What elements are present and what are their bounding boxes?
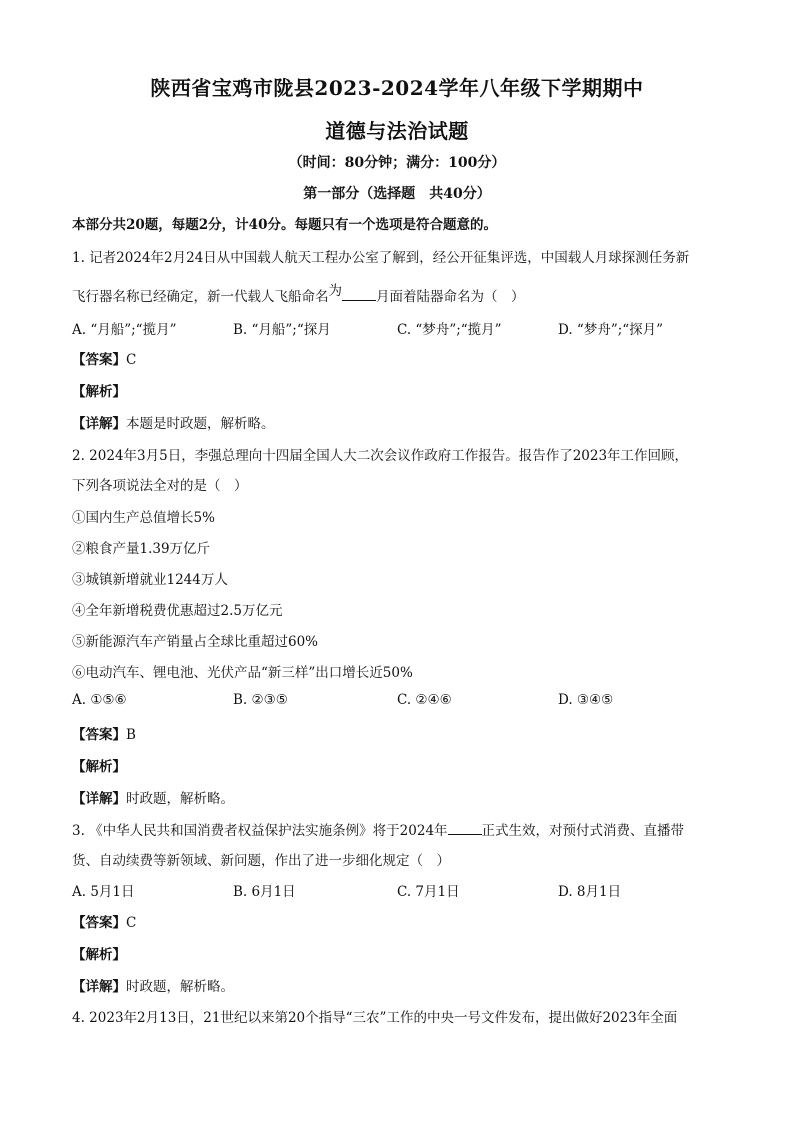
q2-item-5: ⑤新能源汽车产销量占全球比重超过60% bbox=[72, 634, 319, 650]
q1-option-d: D. “梦舟”;“探月” bbox=[558, 322, 664, 338]
q3-option-b: B. 6月1日 bbox=[233, 884, 296, 900]
q3-answer bbox=[72, 911, 722, 931]
q1-option-b: B. “月船”;“探月 bbox=[233, 322, 331, 338]
q2-option-c: C. ②④⑥ bbox=[397, 692, 452, 708]
q1-answer-tag: 【答案】 bbox=[72, 352, 126, 368]
q2-option-a: A. ①⑤⑥ bbox=[72, 692, 127, 708]
instructions: 本部分共20题，每题2分，计40分。每题只有一个选项是符合题意的。 bbox=[72, 217, 497, 233]
q2-option-d: D. ③④⑤ bbox=[558, 692, 614, 708]
q3-option-a: A. 5月1日 bbox=[72, 884, 135, 900]
q1-stem-part-b: 为 bbox=[328, 283, 342, 299]
q2-answer-tag: 【答案】 bbox=[72, 727, 126, 743]
q1-detail-text: 本题是时政题，解析略。 bbox=[126, 416, 275, 432]
q3-detail-tag: 【详解】 bbox=[72, 979, 126, 995]
q3-blank bbox=[448, 822, 482, 835]
exam-title-line2: 道德与法治试题 bbox=[325, 119, 469, 143]
exam-title-line1: 陕西省宝鸡市陇县2023-2024学年八年级下学期期中 bbox=[150, 76, 644, 100]
q1-blank bbox=[342, 288, 376, 301]
q2-detail-text: 时政题，解析略。 bbox=[126, 791, 234, 807]
q3-answer-value: C bbox=[126, 915, 137, 931]
q1-analysis: 【解析】 bbox=[72, 384, 126, 400]
q1-stem-part-c: 月面着陆器命名为（ ） bbox=[376, 289, 525, 305]
q2-item-4: ④全年新增税费优惠超过2.5万亿元 bbox=[72, 603, 283, 619]
q2-detail-tag: 【详解】 bbox=[72, 791, 126, 807]
q1-option-a: A. “月船”;“揽月” bbox=[72, 322, 177, 338]
q2-analysis: 【解析】 bbox=[72, 759, 126, 775]
q1-option-c: C. “梦舟”;“揽月” bbox=[397, 322, 502, 338]
q1-answer-value: C bbox=[126, 352, 137, 368]
q3-detail bbox=[72, 975, 722, 995]
q3-stem-line2: 货、自动续费等新领域、新问题，作出了进一步细化规定（ ） bbox=[72, 853, 450, 869]
q2-item-2: ②粮食产量1.39万亿斤 bbox=[72, 541, 211, 557]
q2-stem-line1: 2. 2024年3月5日，李强总理向十四届全国人大二次会议作政府工作报告。报告作了2023年工作回顾， bbox=[72, 448, 689, 464]
q1-answer bbox=[72, 348, 722, 368]
q1-stem-part-a: 飞行器名称已经确定，新一代载人飞船命名 bbox=[72, 289, 329, 305]
q3-stem-part-b: 正式生效，对预付式消费、直播带 bbox=[481, 823, 685, 839]
q3-detail-text: 时政题，解析略。 bbox=[126, 979, 234, 995]
q2-item-3: ③城镇新增就业1244万人 bbox=[72, 572, 228, 588]
q3-answer-tag: 【答案】 bbox=[72, 915, 126, 931]
q2-detail bbox=[72, 787, 722, 807]
q1-detail bbox=[72, 412, 722, 432]
q2-option-b: B. ②③⑤ bbox=[233, 692, 288, 708]
q3-option-c: C. 7月1日 bbox=[397, 884, 460, 900]
q1-stem-line2 bbox=[72, 285, 722, 305]
q3-stem-part-a: 3. 《中华人民共和国消费者权益保护法实施条例》将于2024年 bbox=[72, 823, 448, 839]
time-score-info: （时间：80分钟；满分：100分） bbox=[288, 155, 506, 171]
q3-option-d: D. 8月1日 bbox=[558, 884, 622, 900]
q2-item-1: ①国内生产总值增长5% bbox=[72, 510, 215, 526]
q4-stem-line1: 4. 2023年2月13日，21世纪以来第20个指导“三农”工作的中央一号文件发布，提出做好2023年全面 bbox=[72, 1010, 678, 1026]
q1-detail-tag: 【详解】 bbox=[72, 416, 126, 432]
q2-item-6: ⑥电动汽车、锂电池、光伏产品“新三样”出口增长近50% bbox=[72, 665, 413, 681]
q3-stem-line1 bbox=[72, 819, 722, 839]
q2-stem-line2: 下列各项说法全对的是（ ） bbox=[72, 478, 248, 494]
q2-answer bbox=[72, 723, 722, 743]
q3-analysis: 【解析】 bbox=[72, 947, 126, 963]
q2-answer-value: B bbox=[126, 727, 136, 743]
part-title: 第一部分（选择题 共40分） bbox=[303, 186, 491, 202]
q1-stem-line1: 1. 记者2024年2月24日从中国载人航天工程办公室了解到，经公开征集评选，中国载人月球探测任务新 bbox=[72, 250, 690, 266]
